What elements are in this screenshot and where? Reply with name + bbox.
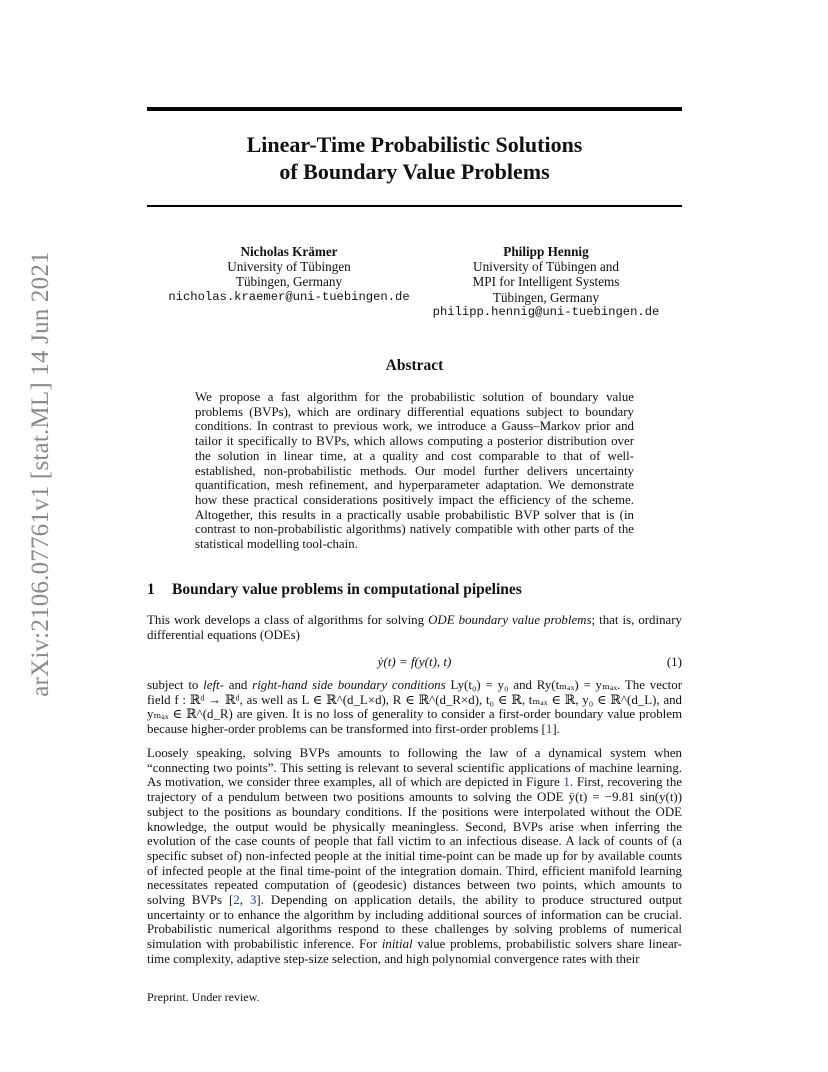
text-run: subject to — [147, 678, 204, 692]
text-run: ]. Depending on application details, the ability to produce structured output uncertainty or to enhance the algorithm by including additional sources of information can be crucial. Probabilistic numerical algorithms respond to these challenges by solving problems of numerical simulation with probabilistic inference. For — [147, 893, 682, 952]
citation-link[interactable]: 3 — [249, 893, 257, 908]
figure-link[interactable]: 1 — [563, 775, 570, 790]
author-name: Nicholas Krämer — [240, 244, 338, 259]
author-location: Tübingen, Germany — [235, 274, 343, 290]
author-block-2 — [424, 244, 668, 320]
text-run: Loosely speaking, solving BVPs amounts to following the law of a dynamical system when “connecting two points”. This setting is relevant to several scientific applications of machine learning. As motivation, we consider three examples, all of which are depicted in Figure — [147, 746, 682, 790]
text-run: ; that is, ordinary differential equations (ODEs) — [147, 613, 682, 642]
section-heading — [147, 581, 522, 599]
title-top-rule — [147, 107, 682, 111]
text-run: ]. — [552, 722, 560, 737]
paragraph-2 — [147, 678, 682, 737]
author-affiliation: University of Tübingen — [227, 259, 351, 275]
author-email[interactable]: nicholas.kraemer@uni-tuebingen.de — [168, 289, 410, 304]
author-block-1 — [167, 244, 411, 305]
citation-link[interactable]: 1 — [545, 722, 553, 737]
arxiv-stamp — [20, 251, 62, 697]
arxiv-stamp-text: arXiv:2106.07761v1 [stat.ML] 14 Jun 2021 — [27, 251, 54, 697]
author-location: Tübingen, Germany — [492, 289, 600, 305]
abstract-heading: Abstract — [385, 357, 444, 374]
citation-link[interactable]: 2 — [233, 893, 240, 908]
text-run: . First, recovering the trajectory of a pendulum between two positions amounts to solving the ODE ÿ(t) = −9.81 sin(y(t)) subject to the positions as boundary conditions. If the positions were interpolated without the ODE knowledge, the output would be physically meaningless. Second, BVPs arise when inferring the evolution of the case counts of people that fall victim to an infectious disease. A lack of counts of (a specific subset of) non-infected people at the initial time-point can be made up for by available counts of infected people at the final time-point of the integration domain. Third, efficient manifold learning necessitates repeated computation of (geodesic) distances between two points, which amounts to solving BVPs [ — [147, 775, 682, 908]
section-title: Boundary value problems in computational pipelines — [172, 581, 522, 598]
emphasis-text: initial — [381, 937, 413, 952]
section-number: 1 — [147, 581, 155, 598]
text-run: Ly(t₀) = y₀ and Ry(tₘₐₓ) = yₘₐₓ. The vector field f : ℝᵈ → ℝᵈ, as well as L ∈ ℝ^(d_L×d), R ∈ ℝ^(d_R×d), t₀ ∈ ℝ, tₘₐₓ ∈ ℝ, y₀ ∈ ℝ^(d_L), and yₘₐₓ ∈ ℝ^(d_R) are given. It is no loss of generality to consider a first-order boundary value problem because higher-order problems can be transformed into first-order problems [ — [147, 678, 682, 737]
author-name: Philipp Hennig — [503, 244, 589, 259]
text-run: , — [239, 893, 250, 908]
emphasis-text: right-hand side boundary conditions — [252, 678, 446, 692]
equation-body: ẏ(t) = f(y(t), t) — [377, 654, 452, 669]
title-line-1: Linear-Time Probabilistic Solutions — [246, 132, 583, 157]
equation-number: (1) — [666, 654, 682, 669]
author-email[interactable]: philipp.hennig@uni-tuebingen.de — [432, 304, 660, 319]
footer-note: Preprint. Under review. — [147, 990, 260, 1004]
emphasis-text: ODE boundary value problems — [428, 613, 592, 627]
paragraph-1 — [147, 613, 682, 642]
author-affiliation: University of Tübingen and — [473, 259, 619, 275]
paragraph-3 — [147, 746, 682, 967]
title-line-2: of Boundary Value Problems — [279, 159, 550, 184]
paper-title — [147, 131, 682, 185]
author-affiliation-2: MPI for Intelligent Systems — [472, 274, 620, 290]
title-bottom-rule — [147, 205, 682, 207]
equation-1 — [147, 654, 682, 670]
text-run: This work develops a class of algorithms for solving — [147, 613, 429, 627]
abstract-text: We propose a fast algorithm for the probabilistic solution of boundary value problems (BVPs), which are ordinary differential equations subject to boundary conditions. In contrast to previous work, we introduce a Gauss–Markov prior and tailor it specifically to BVPs, which allows computing a posterior distribution over the solution in linear time, at a quality and cost comparable to that of well-established, non-probabilistic methods. Our model further delivers uncertainty quantification, mesh refinement, and hyperparameter adaptation. We demonstrate how these practical considerations positively impact the efficiency of the scheme. Altogether, this results in a practically usable probabilistic BVP solver that is (in contrast to non-probabilistic algorithms) natively compatible with other parts of the statistical modelling tool-chain. — [195, 390, 634, 552]
text-run: and — [223, 678, 253, 692]
text-run: value problems, probabilistic solvers share linear-time complexity, adaptive step-size selection, and high polynomial convergence rates with their — [147, 937, 683, 966]
emphasis-text: left- — [203, 678, 224, 692]
